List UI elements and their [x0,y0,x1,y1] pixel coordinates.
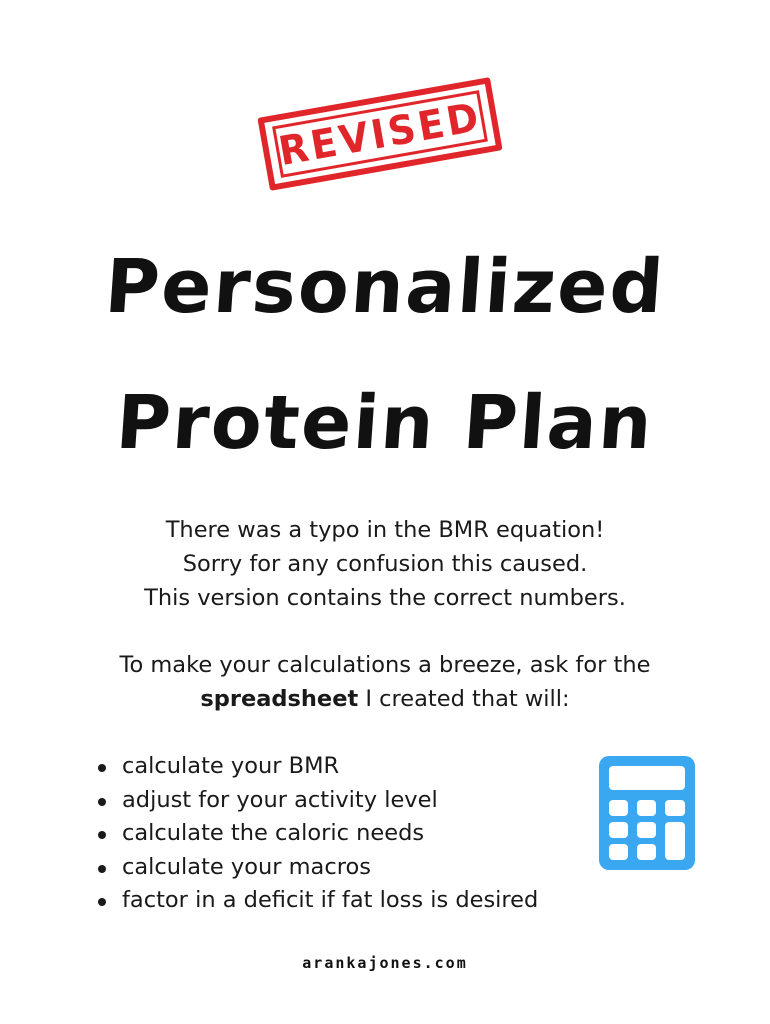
calculator-icon [599,756,695,870]
list-item: factor in a deficit if fat loss is desired [96,884,538,918]
title-line-2: Protein Plan [113,380,657,466]
spreadsheet-emphasis: spreadsheet [200,686,359,712]
ask-line-2-rest: I created that will: [358,686,570,712]
list-item: adjust for your activity level [96,784,538,818]
ask-line-1: To make your calculations a breeze, ask for the [119,652,651,678]
title-line-1: Personalized [102,244,668,330]
revised-stamp [257,77,502,191]
footer-website: arankajones.com [302,954,468,972]
feature-list [96,750,538,918]
note-line-3: This version contains the correct numbers. [144,585,626,611]
list-item: calculate your macros [96,851,538,885]
list-item: calculate the caloric needs [96,817,538,851]
note-line-2: Sorry for any confusion this caused. [182,551,588,577]
ask-line-2 [0,682,770,716]
note-line-1: There was a typo in the BMR equation! [165,517,605,543]
stamp-text: REVISED [275,93,485,175]
list-item: calculate your BMR [96,750,538,784]
